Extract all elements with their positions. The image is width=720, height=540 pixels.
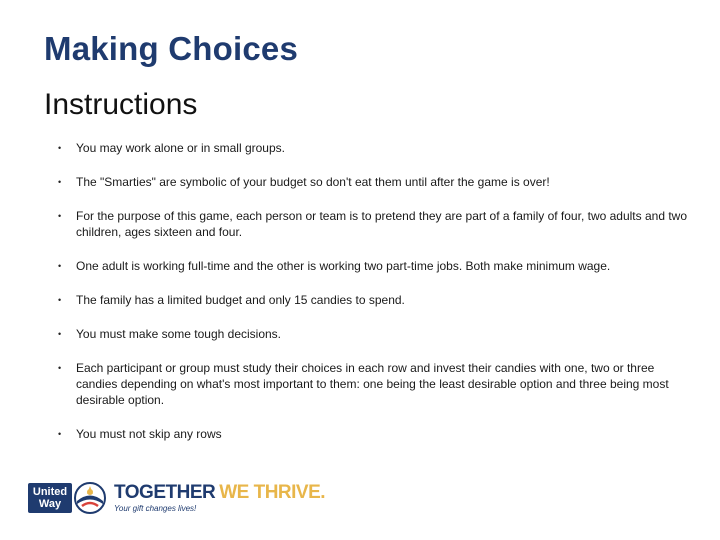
bullet-icon: • [58,143,62,153]
tagline-thrive: WE THRIVE. [219,482,326,503]
list-item-text: The family has a limited budget and only 15 candies to spend. [76,293,405,307]
bullet-icon: • [58,429,62,439]
footer-branding [28,478,325,518]
bullet-icon: • [58,211,62,221]
logo-wordmark: United Way [28,483,72,513]
list-item [58,292,698,308]
bullet-icon: • [58,363,62,373]
instructions-list [58,140,698,460]
list-item-text: You may work alone or in small groups. [76,141,285,155]
list-item [58,426,698,442]
list-item-text: One adult is working full-time and the other is working two part-time jobs. Both make minimum wage. [76,259,611,273]
list-item [58,174,698,190]
list-item [58,360,698,408]
list-item [58,258,698,274]
bullet-icon: • [58,261,62,271]
list-item [58,140,698,156]
tagline [114,483,325,513]
tagline-sub: Your gift changes lives! [114,504,197,513]
united-way-emblem-icon [74,482,106,514]
list-item-text: For the purpose of this game, each person or team is to pretend they are part of a family of four, two adults and two children, ages sixteen and four. [76,209,687,239]
list-item [58,208,698,240]
bullet-icon: • [58,177,62,187]
united-way-logo [28,482,106,514]
slide-subtitle: Instructions [44,88,198,121]
list-item [58,326,698,342]
list-item-text: You must make some tough decisions. [76,327,282,341]
slide-title: Making Choices [44,30,299,67]
list-item-text: The "Smarties" are symbolic of your budget so don't eat them until after the game is over! [76,175,550,189]
bullet-icon: • [58,295,62,305]
bullet-icon: • [58,329,62,339]
list-item-text: Each participant or group must study their choices in each row and invest their candies with one, two or three candies depending on what's most important to them: one being the least desirable option and three being most desirable option. [76,361,669,407]
tagline-together: TOGETHER [114,482,216,503]
list-item-text: You must not skip any rows [76,427,222,441]
